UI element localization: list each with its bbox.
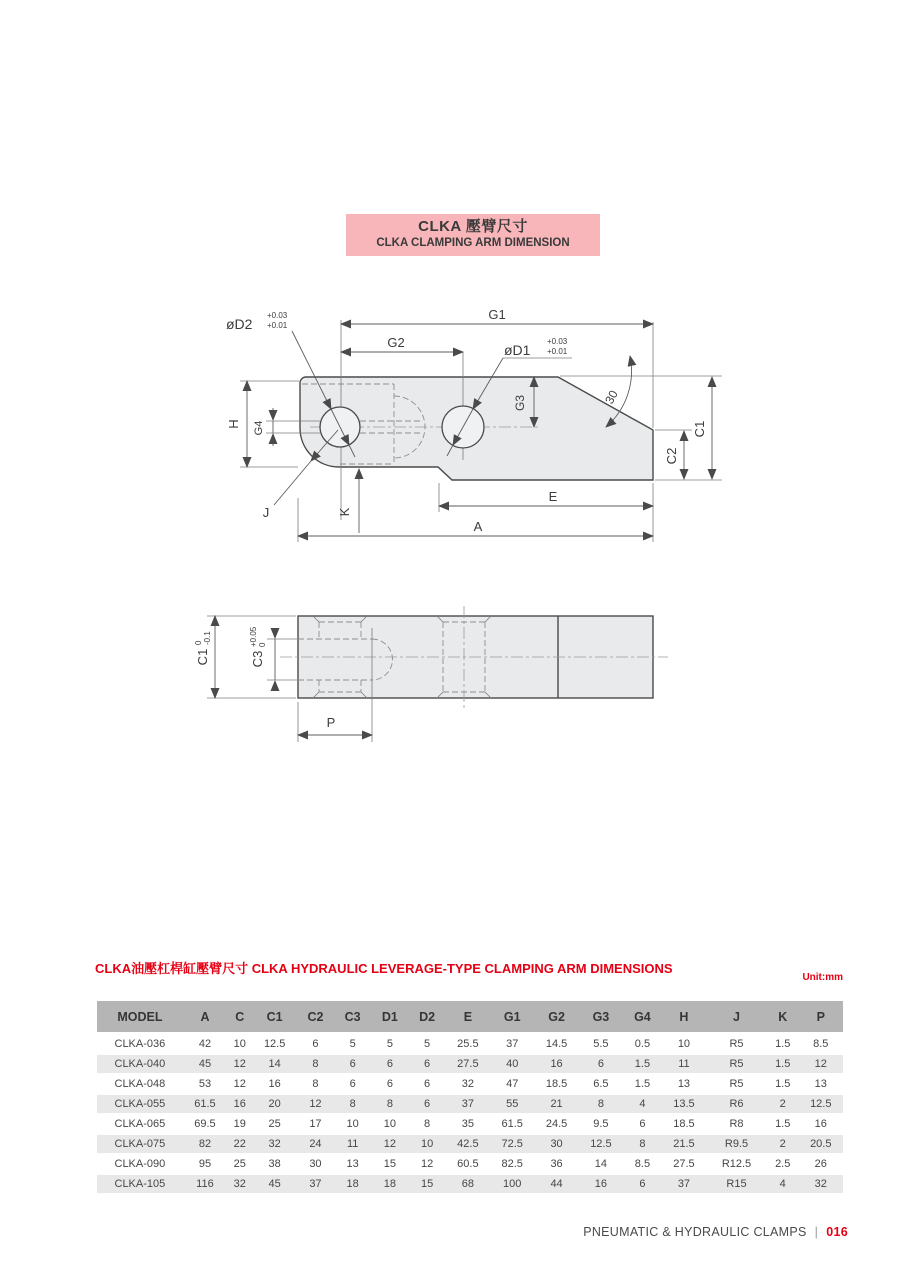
- dim-label-angle-30: 30: [602, 387, 621, 407]
- value-cell: 24.5: [534, 1114, 578, 1134]
- value-cell: 6.5: [579, 1074, 623, 1094]
- side-dim-label-c1: [194, 631, 212, 666]
- column-header: G4: [623, 1001, 662, 1034]
- value-cell: 8.5: [623, 1154, 662, 1174]
- value-cell: 11: [334, 1134, 371, 1154]
- dim-label-a: A: [473, 519, 483, 534]
- value-cell: 1.5: [623, 1054, 662, 1074]
- value-cell: 35: [446, 1114, 490, 1134]
- value-cell: 45: [252, 1174, 296, 1194]
- column-header: H: [662, 1001, 706, 1034]
- value-cell: 45: [183, 1054, 227, 1074]
- dim-label-g2: G2: [387, 335, 405, 350]
- dim-label-d1: øD1: [504, 342, 531, 358]
- column-header: MODEL: [97, 1001, 183, 1034]
- banner-title-en: CLKA CLAMPING ARM DIMENSION: [376, 237, 570, 249]
- table-body: [97, 1034, 843, 1195]
- value-cell: 12: [408, 1154, 445, 1174]
- dim-label-c1: C1: [692, 420, 707, 438]
- value-cell: 47: [490, 1074, 534, 1094]
- dim-label-g4: G4: [253, 420, 265, 436]
- value-cell: 38: [252, 1154, 296, 1174]
- c3-tolerance-lower: 0: [258, 642, 267, 647]
- value-cell: 42: [183, 1034, 227, 1055]
- value-cell: 13: [662, 1074, 706, 1094]
- table-row: [97, 1094, 843, 1114]
- value-cell: 14.5: [534, 1034, 578, 1055]
- value-cell: 2: [767, 1134, 799, 1154]
- value-cell: 53: [183, 1074, 227, 1094]
- value-cell: 21.5: [662, 1134, 706, 1154]
- value-cell: 30: [534, 1134, 578, 1154]
- value-cell: 6: [334, 1054, 371, 1074]
- d2-tolerance-lower: +0.01: [267, 321, 288, 330]
- value-cell: 18: [334, 1174, 371, 1194]
- value-cell: 25: [252, 1114, 296, 1134]
- column-header: C3: [334, 1001, 371, 1034]
- value-cell: 21: [534, 1094, 578, 1114]
- value-cell: 60.5: [446, 1154, 490, 1174]
- value-cell: 16: [799, 1114, 843, 1134]
- value-cell: 10: [334, 1114, 371, 1134]
- c3-tolerance-upper: +0.05: [249, 626, 258, 647]
- value-cell: 82: [183, 1134, 227, 1154]
- value-cell: 17: [297, 1114, 334, 1134]
- value-cell: 14: [579, 1154, 623, 1174]
- value-cell: 22: [227, 1134, 252, 1154]
- value-cell: R15: [706, 1174, 767, 1194]
- value-cell: 68: [446, 1174, 490, 1194]
- footer-separator: |: [814, 1225, 819, 1239]
- dim-label-g3: G3: [513, 394, 527, 412]
- value-cell: 2: [767, 1094, 799, 1114]
- dim-label-k: K: [337, 507, 352, 517]
- value-cell: 10: [227, 1034, 252, 1055]
- table-row: [97, 1114, 843, 1134]
- model-cell: CLKA-090: [97, 1154, 183, 1174]
- value-cell: 18: [371, 1174, 408, 1194]
- value-cell: 12: [297, 1094, 334, 1114]
- value-cell: 12: [371, 1134, 408, 1154]
- value-cell: 16: [252, 1074, 296, 1094]
- dim-label-g1: G1: [488, 307, 506, 322]
- value-cell: 16: [579, 1174, 623, 1194]
- value-cell: 30: [297, 1154, 334, 1174]
- value-cell: R6: [706, 1094, 767, 1114]
- value-cell: R5: [706, 1074, 767, 1094]
- value-cell: 4: [767, 1174, 799, 1194]
- side-view-drawing: [194, 606, 668, 742]
- column-header: D2: [408, 1001, 445, 1034]
- value-cell: 6: [623, 1114, 662, 1134]
- value-cell: 27.5: [446, 1054, 490, 1074]
- value-cell: 12.5: [252, 1034, 296, 1055]
- table-row: [97, 1074, 843, 1094]
- dim-label-e: E: [548, 489, 558, 504]
- c1-tolerance-lower: -0.1: [203, 631, 212, 645]
- column-header: P: [799, 1001, 843, 1034]
- dim-label-c2: C2: [664, 447, 679, 465]
- value-cell: 10: [662, 1034, 706, 1055]
- value-cell: 44: [534, 1174, 578, 1194]
- value-cell: 42.5: [446, 1134, 490, 1154]
- side-dim-label-p: P: [326, 715, 336, 730]
- value-cell: 37: [446, 1094, 490, 1114]
- top-view-drawing: [226, 307, 722, 542]
- value-cell: 25: [227, 1154, 252, 1174]
- d1-tolerance-lower: +0.01: [547, 347, 568, 356]
- value-cell: 15: [371, 1154, 408, 1174]
- value-cell: 1.5: [767, 1054, 799, 1074]
- value-cell: 13: [334, 1154, 371, 1174]
- value-cell: 36: [534, 1154, 578, 1174]
- value-cell: 40: [490, 1054, 534, 1074]
- svg-text:C3: C3: [250, 650, 265, 668]
- value-cell: 37: [297, 1174, 334, 1194]
- model-cell: CLKA-065: [97, 1114, 183, 1134]
- value-cell: 61.5: [490, 1114, 534, 1134]
- value-cell: 20: [252, 1094, 296, 1114]
- value-cell: 6: [579, 1054, 623, 1074]
- column-header: E: [446, 1001, 490, 1034]
- value-cell: 6: [371, 1074, 408, 1094]
- value-cell: 14: [252, 1054, 296, 1074]
- value-cell: 32: [252, 1134, 296, 1154]
- table-row: [97, 1154, 843, 1174]
- value-cell: 1.5: [623, 1074, 662, 1094]
- value-cell: 32: [446, 1074, 490, 1094]
- value-cell: 8: [297, 1074, 334, 1094]
- value-cell: 32: [799, 1174, 843, 1194]
- value-cell: 9.5: [579, 1114, 623, 1134]
- column-header: C2: [297, 1001, 334, 1034]
- value-cell: 11: [662, 1054, 706, 1074]
- value-cell: 12: [799, 1054, 843, 1074]
- value-cell: 69.5: [183, 1114, 227, 1134]
- value-cell: 95: [183, 1154, 227, 1174]
- value-cell: 6: [408, 1074, 445, 1094]
- value-cell: 6: [408, 1054, 445, 1074]
- value-cell: 72.5: [490, 1134, 534, 1154]
- banner-title-zh: CLKA 壓臂尺寸: [418, 218, 528, 235]
- value-cell: 6: [408, 1094, 445, 1114]
- c1-tolerance-upper: 0: [194, 640, 203, 645]
- value-cell: 1.5: [767, 1074, 799, 1094]
- value-cell: 5.5: [579, 1034, 623, 1055]
- value-cell: 20.5: [799, 1134, 843, 1154]
- model-cell: CLKA-036: [97, 1034, 183, 1055]
- value-cell: 10: [408, 1134, 445, 1154]
- value-cell: 6: [297, 1034, 334, 1055]
- value-cell: 27.5: [662, 1154, 706, 1174]
- table-row: [97, 1054, 843, 1074]
- value-cell: 8: [623, 1134, 662, 1154]
- value-cell: 18.5: [534, 1074, 578, 1094]
- unit-label: Unit:mm: [802, 972, 843, 983]
- value-cell: 6: [623, 1174, 662, 1194]
- footer-text: PNEUMATIC & HYDRAULIC CLAMPS: [583, 1225, 807, 1239]
- value-cell: 37: [490, 1034, 534, 1055]
- value-cell: 1.5: [767, 1034, 799, 1055]
- value-cell: 13.5: [662, 1094, 706, 1114]
- value-cell: 25.5: [446, 1034, 490, 1055]
- table-row: [97, 1034, 843, 1055]
- dim-label-j: J: [262, 505, 270, 520]
- model-cell: CLKA-048: [97, 1074, 183, 1094]
- table-row: [97, 1174, 843, 1194]
- value-cell: 16: [534, 1054, 578, 1074]
- value-cell: 32: [227, 1174, 252, 1194]
- value-cell: 26: [799, 1154, 843, 1174]
- value-cell: 61.5: [183, 1094, 227, 1114]
- column-header: K: [767, 1001, 799, 1034]
- value-cell: 1.5: [767, 1114, 799, 1134]
- column-header: C1: [252, 1001, 296, 1034]
- value-cell: 8: [334, 1094, 371, 1114]
- dim-label-d2: øD2: [226, 316, 253, 332]
- value-cell: 5: [371, 1034, 408, 1055]
- value-cell: 37: [662, 1174, 706, 1194]
- column-header: C: [227, 1001, 252, 1034]
- value-cell: 12.5: [799, 1094, 843, 1114]
- model-cell: CLKA-105: [97, 1174, 183, 1194]
- d2-tolerance-upper: +0.03: [267, 311, 288, 320]
- dim-label-h: H: [226, 419, 241, 429]
- value-cell: 12.5: [579, 1134, 623, 1154]
- value-cell: 5: [334, 1034, 371, 1055]
- d1-tolerance-upper: +0.03: [547, 337, 568, 346]
- value-cell: R5: [706, 1034, 767, 1055]
- value-cell: 15: [408, 1174, 445, 1194]
- column-header: A: [183, 1001, 227, 1034]
- value-cell: 8: [371, 1094, 408, 1114]
- value-cell: 4: [623, 1094, 662, 1114]
- dimension-table: [97, 1001, 843, 1195]
- value-cell: 10: [371, 1114, 408, 1134]
- table-title: CLKA油壓杠桿缸壓臂尺寸 CLKA HYDRAULIC LEVERAGE-TYPE CLAMPING ARM DIMENSIONS: [95, 961, 673, 976]
- column-header: G3: [579, 1001, 623, 1034]
- value-cell: 13: [799, 1074, 843, 1094]
- model-cell: CLKA-055: [97, 1094, 183, 1114]
- value-cell: R9.5: [706, 1134, 767, 1154]
- value-cell: R12.5: [706, 1154, 767, 1174]
- value-cell: 12: [227, 1054, 252, 1074]
- table-row: [97, 1134, 843, 1154]
- value-cell: 19: [227, 1114, 252, 1134]
- value-cell: 2.5: [767, 1154, 799, 1174]
- model-cell: CLKA-040: [97, 1054, 183, 1074]
- value-cell: 5: [408, 1034, 445, 1055]
- value-cell: 18.5: [662, 1114, 706, 1134]
- column-header: G1: [490, 1001, 534, 1034]
- svg-text:C1: C1: [195, 648, 210, 666]
- side-dim-label-c3: [249, 626, 267, 667]
- column-header: G2: [534, 1001, 578, 1034]
- value-cell: 8: [579, 1094, 623, 1114]
- value-cell: R5: [706, 1054, 767, 1074]
- page-footer: [583, 1225, 848, 1239]
- value-cell: 6: [334, 1074, 371, 1094]
- value-cell: 12: [227, 1074, 252, 1094]
- model-cell: CLKA-075: [97, 1134, 183, 1154]
- value-cell: 82.5: [490, 1154, 534, 1174]
- value-cell: 24: [297, 1134, 334, 1154]
- value-cell: 8: [297, 1054, 334, 1074]
- column-header: J: [706, 1001, 767, 1034]
- value-cell: 116: [183, 1174, 227, 1194]
- column-header: D1: [371, 1001, 408, 1034]
- value-cell: 8.5: [799, 1034, 843, 1055]
- table-header-row: [97, 1001, 843, 1034]
- value-cell: 8: [408, 1114, 445, 1134]
- value-cell: R8: [706, 1114, 767, 1134]
- value-cell: 6: [371, 1054, 408, 1074]
- value-cell: 100: [490, 1174, 534, 1194]
- value-cell: 55: [490, 1094, 534, 1114]
- page-number: 016: [826, 1225, 848, 1239]
- value-cell: 0.5: [623, 1034, 662, 1055]
- value-cell: 16: [227, 1094, 252, 1114]
